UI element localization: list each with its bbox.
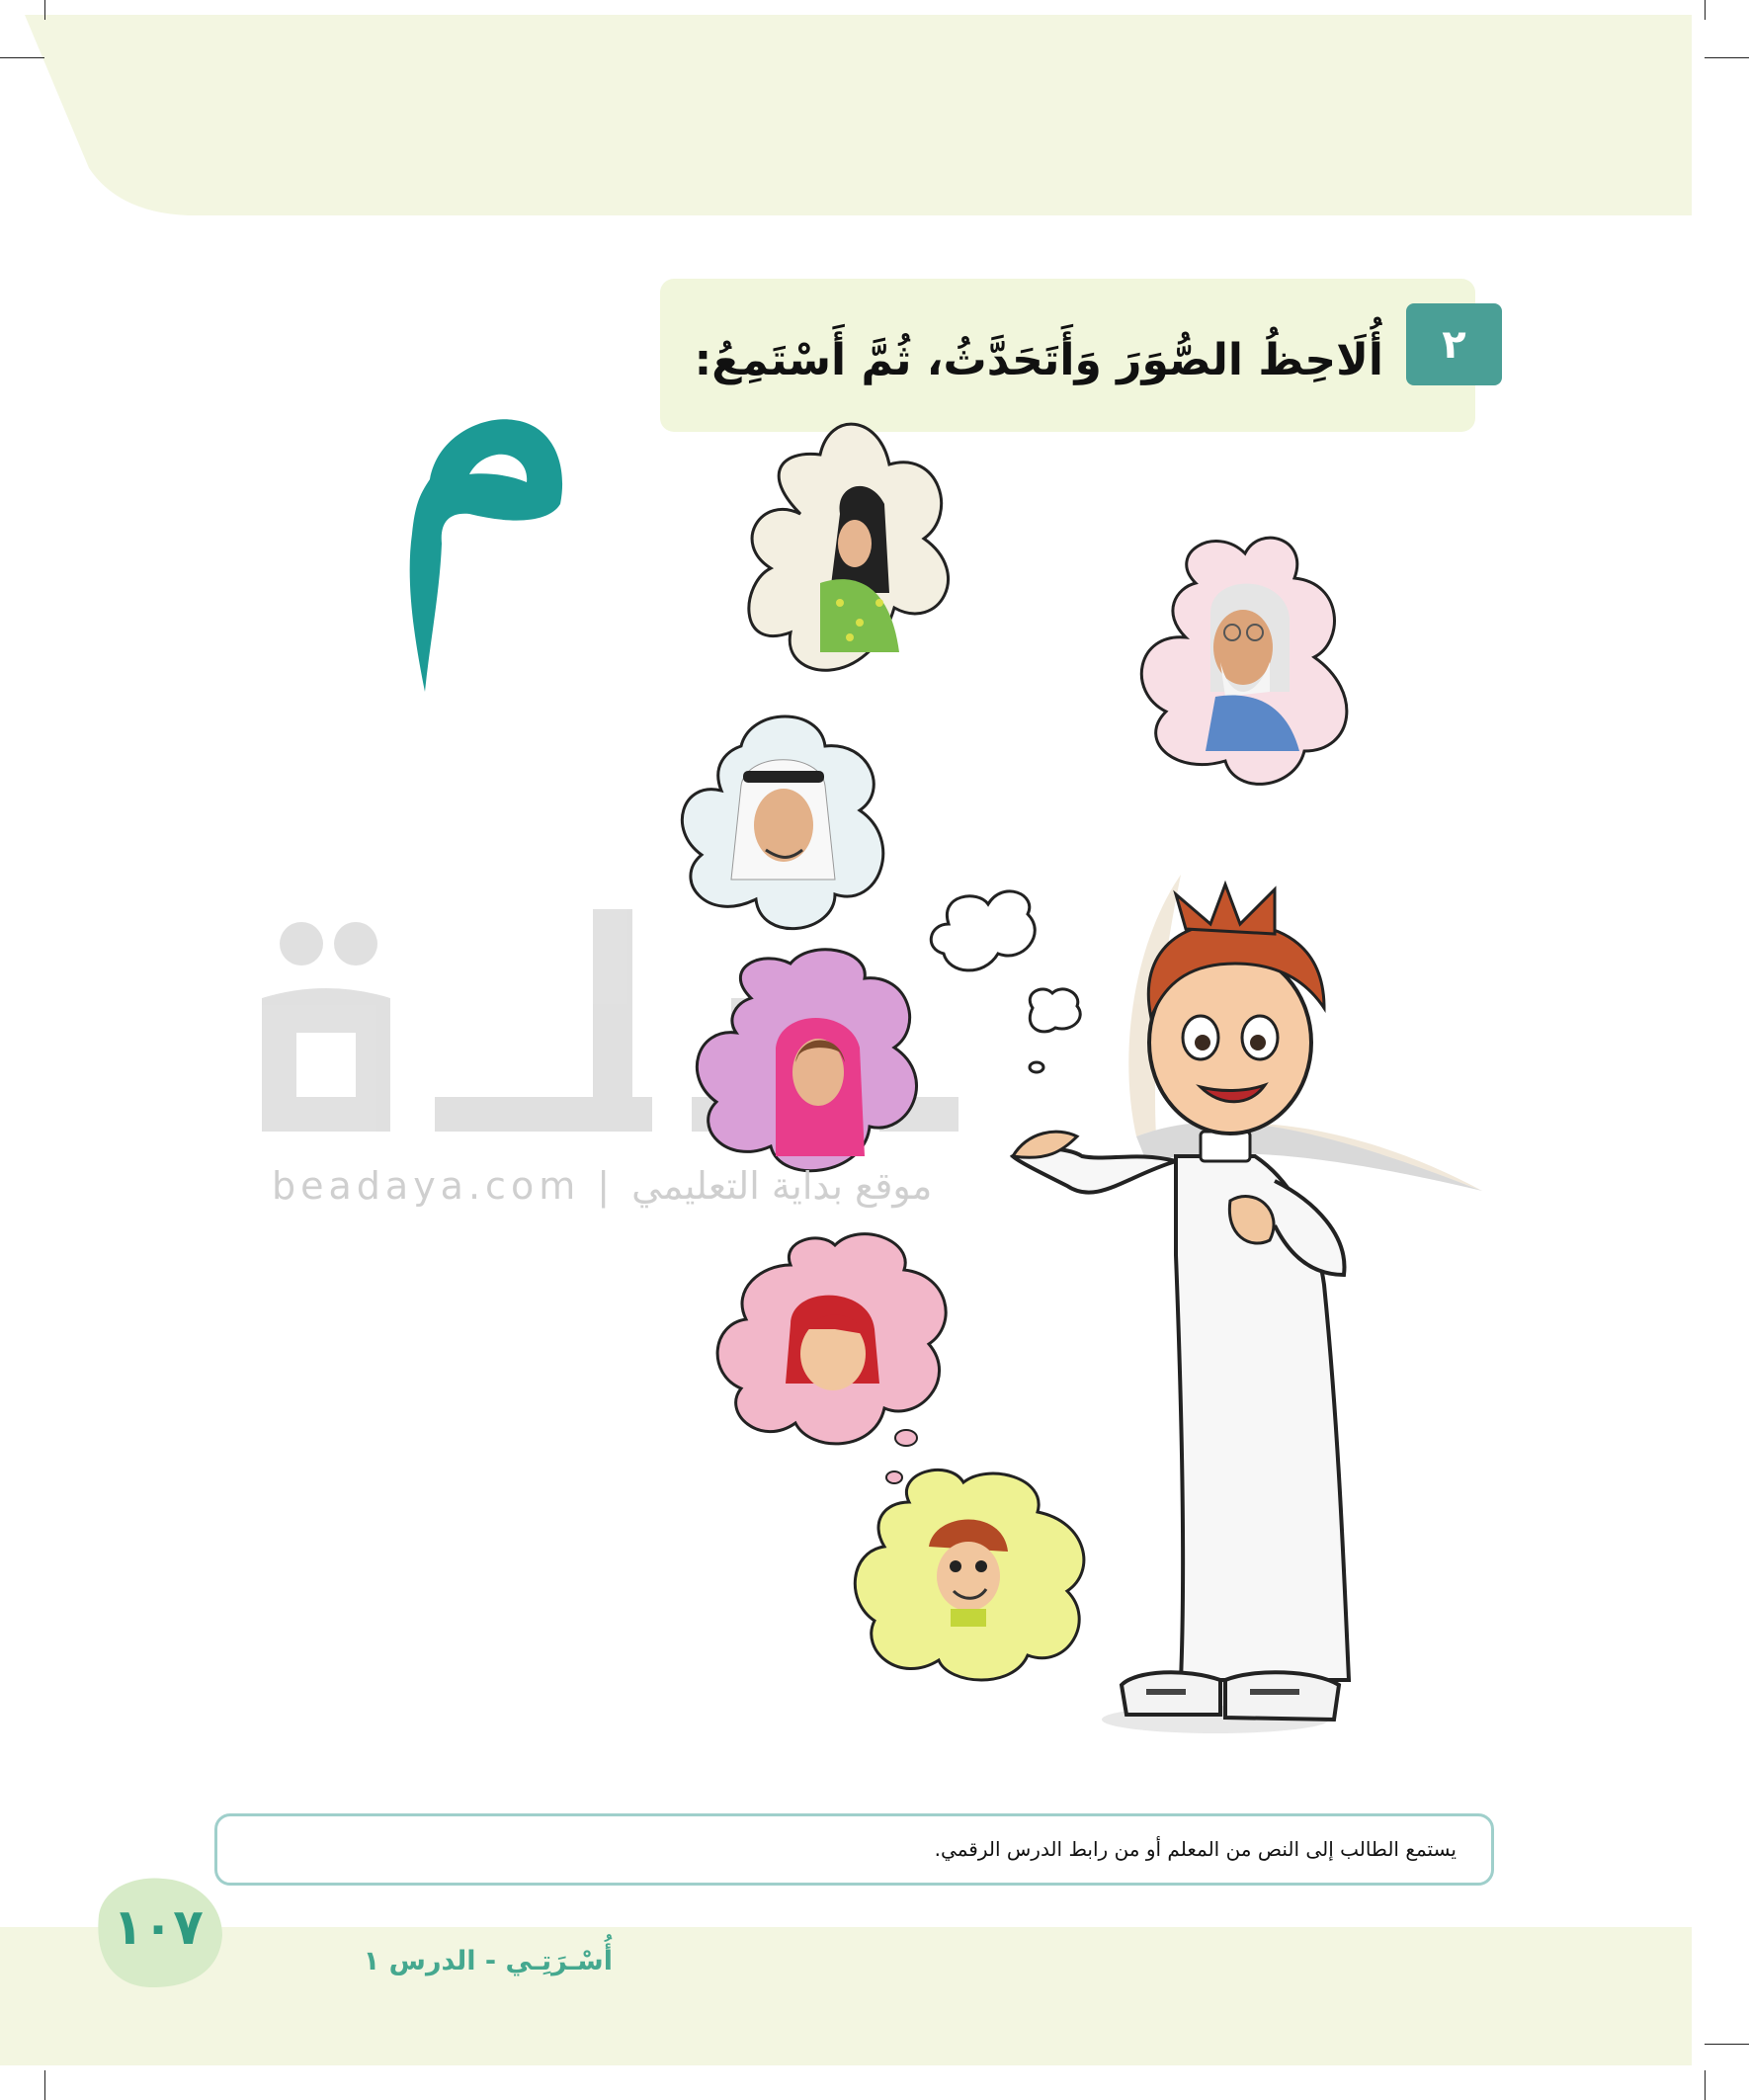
lesson-title: أُسْـرَتِـي - الدرس ١ [363,1946,613,1976]
watermark-caption: beadaya.com | موقع بداية التعليمي [272,1164,933,1208]
activity-number-badge: ٢ [1406,303,1502,385]
footer-band [0,1927,1692,2065]
thought-dot [895,1430,917,1446]
brother-bubble [855,1470,1084,1680]
thought-dot [886,1471,902,1483]
teacher-note-box [214,1813,1494,1886]
grandfather-bubble [1141,538,1347,784]
page-number: ١٠٧ [113,1898,204,1956]
sister-bubble [717,1234,946,1444]
thought-cloud [1030,989,1080,1032]
mother-bubble [697,950,916,1171]
teacher-note-text: يستمع الطالب إلى النص من المعلم أو من رابط الدرس الرقمي. [934,1837,1457,1861]
thought-cloud [931,891,1035,970]
activity-instruction: أُلَاحِظُ الصُّوَرَ وَأَتَحَدَّثُ، ثُمَّ أَسْتَمِعُ: [694,335,1383,385]
father-bubble [682,716,882,929]
grandmother-bubble [749,424,949,670]
thought-dot [1030,1062,1043,1072]
